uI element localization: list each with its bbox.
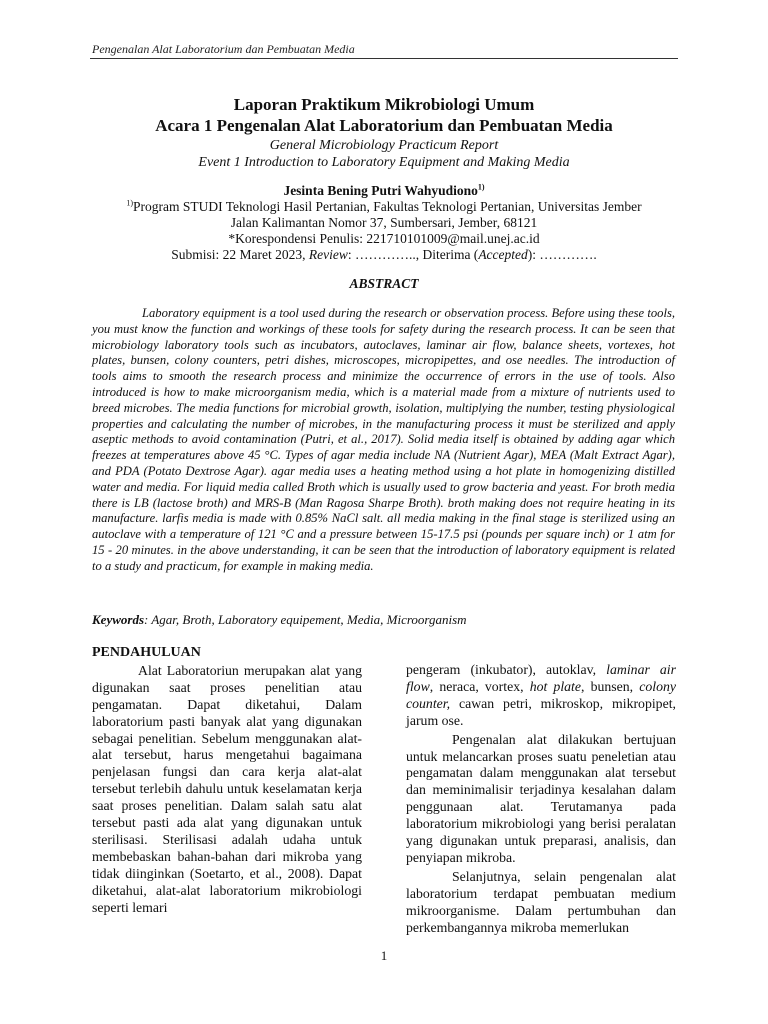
abstract-text: Laboratory equipment is a tool used during the research or observation process. Before using these tools, you must know the function and workings of these tools for safety during the research process. It can be seen that microbiology laboratory tools such as incubators, autoclaves, laminar air flow, balance sheets, vortexes, hot plates, bunsen, colony counters, petri dishes, microscopes, micropipettes, and ose needles. The introduction of tools aims to smooth the research process and minimize the occurrence of errors in the use of tools. Also introduced is how to make microorganism media, which is a material made from a mixture of nutrients used to breed microbes. The media functions for microbial growth, isolation, multiplying the number, testing physiological properties and calculating the number of microbes, in the manufacturing process it must be sterilized and apply aseptic methods to avoid contamination (Putri, et al., 2017). Solid media itself is obtained by adding agar which freezes at temperatures above 45 °C. Types of agar media include NA (Nutrient Agar), MEA (Malt Extract Agar), and PDA (Potato Dextrose Agar). agar media uses a heating method using a hot plate in homogenizing distilled water and media. For liquid media called Broth which is usually used to grow bacteria and yeast. For broth media there is LB (lactose broth) and MRS-B (Man Ragosa Sharpe Broth). broth making does not require heating in its manufacture. larfis media is made with 0.85% NaCl salt. all media making in the final stage is sterilized using an autoclave with a temperature of 121 °C and a pressure between 15-17.5 psi (pounds per square inch) or 1 atm for 15 - 20 minutes. in the above understanding, it can be seen that the introduction of laboratory equipment is related to a study and practicum, for example in making media.	[92, 306, 675, 573]
submission-line: Submisi: 22 Maret 2023, Review: ………….., Diterima (Accepted): ………….	[171, 247, 597, 262]
affiliation	[80, 199, 688, 216]
header-rule	[90, 58, 678, 59]
author-sup: 1)	[477, 182, 485, 192]
keywords-label: Keywords	[92, 612, 144, 627]
keywords-text: : Agar, Broth, Laboratory equipement, Media, Microorganism	[144, 612, 467, 627]
title-english-1: General Microbiology Practicum Report	[269, 138, 499, 153]
left-column	[92, 645, 362, 917]
page-number: 1	[380, 948, 388, 963]
affiliation-sup: 1)	[126, 198, 133, 208]
right-paragraph-1: pengeram (inkubator), autoklav, laminar air flow, neraca, vortex, hot plate, bunsen, colony counter, cawan petri, mikroskop, mikropipet, jarum ose.	[406, 662, 676, 728]
right-column	[406, 662, 676, 937]
title-line-1: Laporan Praktikum Mikrobiologi Umum	[233, 95, 535, 114]
abstract-heading: ABSTRACT	[349, 276, 419, 291]
keywords	[92, 612, 675, 628]
section-heading: PENDAHULUAN	[92, 645, 201, 660]
right-paragraph-3: Selanjutnya, selain pengenalan alat laboratorium terdapat pembuatan medium mikroorganisme. Dalam pertumbuhan dan perkembangannya mikroba memerlukan	[406, 868, 676, 935]
correspondence: *Korespondensi Penulis: 221710101009@mail.unej.ac.id	[228, 231, 540, 246]
title-english-2: Event 1 Introduction to Laboratory Equipment and Making Media	[198, 155, 570, 170]
left-paragraph-1: Alat Laboratoriun merupakan alat yang digunakan saat proses penelitian atau pengamatan. Dapat diketahui, Dalam laboratorium pasti banyak alat yang digunakan sebagai penelitian. Sebelum menggunakan alat-alat tersebut, harus mengetahui bagaimana penjelasan fungsi dan cara kerja alat-alat tersebut terlebih dahulu untuk keselamatan kerja saat proses penelitian. Dalam salah satu alat tersebut pasti ada alat yang digunakan untuk sterilisasi. Sterilisasi adalah udaha untuk membebaskan bahan-bahan dari mikroba yang tidak diinginkan (Soetarto, et al., 2008). Dapat diketahui, alat-alat laboratorium mikrobiologi seperti lemari	[92, 662, 362, 915]
running-header: Pengenalan Alat Laboratorium dan Pembuatan Media	[92, 42, 355, 56]
title-line-2: Acara 1 Pengenalan Alat Laboratorium dan Pembuatan Media	[155, 116, 613, 135]
address: Jalan Kalimantan Nomor 37, Sumbersari, Jember, 68121	[230, 215, 538, 230]
author-line	[90, 183, 678, 199]
affiliation-text: Program STUDI Teknologi Hasil Pertanian, Fakultas Teknologi Pertanian, Universitas Jember	[133, 199, 642, 214]
author-name: Jesinta Bening Putri Wahyudiono	[283, 183, 478, 198]
right-paragraph-2: Pengenalan alat dilakukan bertujuan untuk melancarkan proses suatu peneletian atau pengamatan dalam menggunakan alat tersebut dan meminimalisir terjadinya kesalahan dalam penggunaan alat. Terutamanya pada laboratorium mikrobiologi yang berisi peralatan yang digunakan untuk preparasi, analisis, dan penyiapan mikroba.	[406, 731, 676, 865]
